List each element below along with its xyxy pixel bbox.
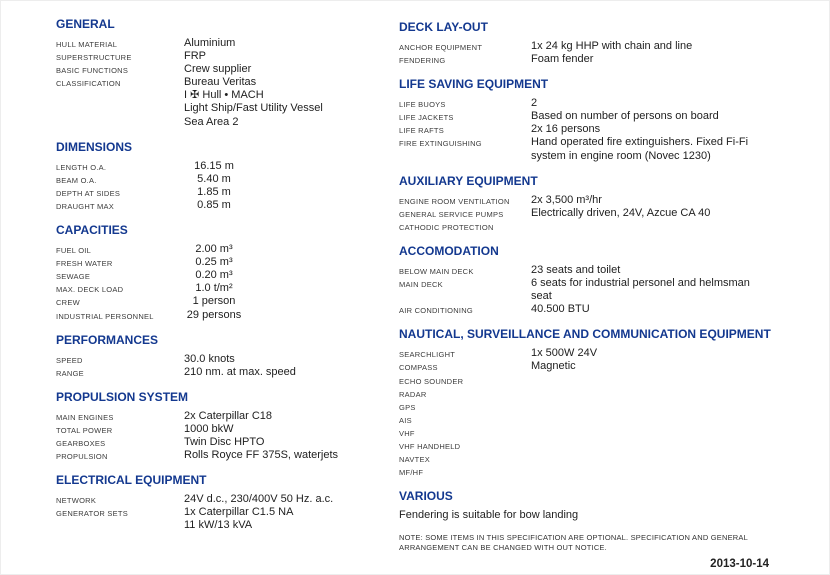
spec-row [399, 400, 796, 413]
spec-label: BELOW MAIN DECK [399, 266, 474, 276]
spec-value [184, 353, 389, 366]
spec-value-line: Aluminium [184, 37, 236, 49]
spec-section [56, 17, 389, 129]
spec-row [399, 439, 796, 452]
section-title: DIMENSIONS [56, 139, 133, 154]
spec-label: ECHO SOUNDER [399, 376, 464, 386]
spec-label: NETWORK [56, 496, 97, 506]
spec-row [399, 387, 796, 400]
spec-label: SEWAGE [56, 272, 91, 282]
spec-value-line: 6 seats for industrial personel and helmsman [531, 277, 750, 290]
spec-row [56, 256, 389, 269]
spec-row [56, 506, 389, 532]
spec-value [531, 426, 796, 439]
spec-section [399, 489, 796, 522]
spec-row [399, 97, 796, 110]
spec-value [184, 37, 389, 50]
spec-row [399, 53, 796, 66]
spec-label: NAVTEX [399, 455, 430, 465]
spec-label: COMPASS [399, 363, 438, 373]
spec-label: CREW [56, 298, 80, 308]
spec-row [56, 423, 389, 436]
spec-label: LENGTH O.A. [56, 162, 107, 172]
left-sections-mount [56, 17, 389, 532]
spec-label: BASIC FUNCTIONS [56, 66, 129, 76]
spec-row [56, 436, 389, 449]
spec-value-line: 0.20 m³ [195, 269, 233, 282]
spec-row [399, 374, 796, 387]
spec-label: FIRE EXTINGUISHING [399, 139, 482, 149]
spec-row [56, 366, 389, 379]
spec-row [56, 173, 389, 186]
spec-row [399, 123, 796, 136]
spec-row [399, 465, 796, 478]
spec-row [56, 63, 389, 76]
spec-value-line: 30.0 knots [184, 352, 235, 365]
spec-value-line: 29 persons [186, 308, 242, 321]
spec-label: FUEL OIL [56, 246, 92, 256]
spec-value [531, 303, 796, 316]
spec-value [531, 347, 796, 360]
spec-value [531, 264, 796, 277]
spec-value-line: Electrically driven, 24V, Azcue CA 40 [531, 206, 711, 219]
footer-date: 2013-10-14 [710, 557, 769, 570]
spec-value [531, 413, 796, 426]
spec-value-line: Light Ship/Fast Utility Vessel [184, 102, 323, 115]
spec-value [184, 269, 389, 282]
spec-value [531, 123, 796, 136]
spec-row [399, 426, 796, 439]
spec-value [184, 199, 389, 212]
spec-row [399, 194, 796, 207]
spec-value [531, 97, 796, 110]
spec-value [184, 423, 389, 436]
spec-value [184, 493, 389, 506]
spec-row [399, 277, 796, 303]
spec-value [531, 360, 796, 373]
spec-section [56, 473, 389, 532]
spec-value-line: Sea Area 2 [184, 115, 239, 128]
spec-label: CLASSIFICATION [56, 79, 121, 89]
section-title: GENERAL [56, 17, 115, 31]
spec-value-line: Foam fender [531, 53, 594, 66]
spec-row [399, 136, 796, 162]
spec-label: ENGINE ROOM VENTILATION [399, 196, 510, 206]
spec-value-line: Rolls Royce FF 375S, waterjets [184, 449, 339, 462]
spec-value-line: 23 seats and toilet [531, 263, 621, 276]
spec-row [56, 309, 389, 322]
spec-value-line: Hand operated fire extinguishers. Fixed Fi-Fi [531, 136, 749, 149]
spec-row [56, 186, 389, 199]
spec-label: CATHODIC PROTECTION [399, 222, 494, 232]
spec-value-line: 2x 16 persons [531, 123, 601, 136]
spec-value-line: 1x Caterpillar C1.5 NA [184, 506, 294, 519]
spec-label: RANGE [56, 368, 84, 378]
spec-value-line: 1000 bkW [184, 422, 234, 435]
spec-value-line: 1 person [192, 295, 236, 308]
spec-value [531, 40, 796, 53]
spec-section [56, 223, 389, 322]
spec-row [56, 76, 389, 128]
spec-label: LIFE JACKETS [399, 113, 454, 123]
spec-value [184, 63, 389, 76]
spec-value-line: 1x 500W 24V [531, 347, 598, 360]
spec-row [56, 37, 389, 50]
spec-value [531, 207, 796, 220]
spec-value [184, 160, 389, 173]
spec-value-line: Bureau Veritas [184, 76, 257, 89]
spec-label: AIS [399, 415, 412, 425]
right-column [399, 20, 796, 570]
footer-note: NOTE: SOME ITEMS IN THIS SPECIFICATION ARE OPTIONAL. SPECIFICATION AND GENERAL ARRANGEMENT CAN BE CHANGED WITH OUT NOTICE. [399, 533, 748, 552]
section-title: AUXILIARY EQUIPMENT [399, 173, 538, 188]
spec-value [531, 439, 796, 452]
spec-value-line: 40.500 BTU [531, 303, 590, 316]
section-title: ELECTRICAL EQUIPMENT [56, 473, 207, 488]
spec-label: VHF [399, 428, 415, 438]
spec-value-line: system in engine room (Novec 1230) [531, 149, 711, 162]
spec-section [399, 244, 796, 316]
spec-value [184, 506, 389, 532]
spec-label: DEPTH AT SIDES [56, 188, 121, 198]
spec-label: SPEED [56, 355, 83, 365]
spec-section [56, 140, 389, 212]
spec-value [531, 220, 796, 233]
spec-row [399, 303, 796, 316]
spec-value [184, 282, 389, 295]
spec-row [399, 452, 796, 465]
spec-value-line: 2x Caterpillar C18 [184, 409, 273, 422]
spec-row [56, 269, 389, 282]
spec-row [56, 199, 389, 212]
spec-value-line: 1x 24 kg HHP with chain and line [531, 40, 693, 52]
spec-label: MAIN ENGINES [56, 412, 114, 422]
spec-value [184, 173, 389, 186]
spec-value [531, 110, 796, 123]
spec-row [399, 347, 796, 360]
spec-row [399, 110, 796, 123]
spec-value-line: Crew supplier [184, 63, 252, 76]
section-title: NAUTICAL, SURVEILLANCE AND COMMUNICATION EQUIPMENT [399, 327, 771, 342]
spec-row [56, 295, 389, 308]
spec-value [184, 186, 389, 199]
spec-value-line: 210 nm. at max. speed [184, 365, 296, 378]
spec-section [56, 333, 389, 379]
spec-value [184, 295, 389, 308]
section-title: PROPULSION SYSTEM [56, 389, 189, 404]
spec-value-line: 2 [531, 97, 538, 110]
spec-value-line: seat [531, 290, 552, 303]
section-title: LIFE SAVING EQUIPMENT [399, 77, 549, 92]
spec-row [399, 360, 796, 373]
spec-value [184, 366, 389, 379]
spec-row [399, 264, 796, 277]
spec-value-line: 2.00 m³ [195, 243, 233, 256]
spec-text: Fendering is suitable for bow landing [399, 509, 579, 522]
left-column [56, 17, 389, 543]
spec-value [531, 277, 796, 303]
spec-section [399, 327, 796, 478]
spec-label: RADAR [399, 389, 427, 399]
spec-value [531, 400, 796, 413]
spec-value [184, 449, 389, 462]
spec-value-line: 2x 3,500 m³/hr [531, 193, 602, 206]
spec-value [531, 465, 796, 478]
spec-value [531, 374, 796, 387]
spec-section [56, 390, 389, 462]
spec-row [56, 449, 389, 462]
spec-row [56, 50, 389, 63]
spec-value-line: 5.40 m [197, 172, 231, 185]
spec-label: INDUSTRIAL PERSONNEL [56, 311, 154, 321]
spec-value [184, 243, 389, 256]
spec-value-line: 1.0 t/m² [195, 282, 233, 295]
spec-value [184, 410, 389, 423]
spec-label: GPS [399, 402, 416, 412]
spec-value-line: 0.85 m [197, 198, 231, 211]
spec-label: DRAUGHT MAX [56, 201, 115, 211]
spec-label: VHF HANDHELD [399, 441, 461, 451]
spec-label: FRESH WATER [56, 259, 113, 269]
spec-value-line: 1.85 m [197, 185, 231, 198]
spec-value [531, 53, 796, 66]
spec-value [184, 309, 389, 322]
spec-label: HULL MATERIAL [56, 40, 118, 49]
spec-label: LIFE BUOYS [399, 100, 446, 110]
spec-row [399, 207, 796, 220]
spec-value [531, 387, 796, 400]
spec-row [56, 410, 389, 423]
spec-section [399, 20, 796, 66]
spec-label: LIFE RAFTS [399, 126, 445, 136]
spec-label: MAIN DECK [399, 280, 443, 290]
section-title: DECK LAY-OUT [399, 20, 488, 34]
spec-value-line: 24V d.c., 230/400V 50 Hz. a.c. [184, 493, 334, 506]
spec-value-line: 11 kW/13 kVA [184, 519, 253, 532]
spec-label: TOTAL POWER [56, 425, 113, 435]
spec-row [56, 353, 389, 366]
spec-row [56, 282, 389, 295]
spec-label: SEARCHLIGHT [399, 350, 456, 360]
spec-row [399, 509, 796, 522]
spec-row [399, 40, 796, 53]
spec-label: PROPULSION [56, 452, 108, 462]
spec-value [184, 256, 389, 269]
spec-label: GENERATOR SETS [56, 509, 128, 519]
spec-value-line: I ✠ Hull • MACH [184, 89, 264, 102]
spec-label: MF/HF [399, 468, 424, 478]
spec-value-line: 16.15 m [194, 159, 234, 172]
spec-row [399, 413, 796, 426]
spec-value-line: FRP [184, 50, 206, 63]
spec-value [531, 452, 796, 465]
spec-row [56, 243, 389, 256]
spec-label: GENERAL SERVICE PUMPS [399, 209, 504, 219]
spec-value-line: 0.25 m³ [195, 256, 233, 269]
section-title: CAPACITIES [56, 223, 128, 238]
spec-value-line: Twin Disc HPTO [184, 435, 265, 448]
spec-value [531, 194, 796, 207]
spec-label: GEARBOXES [56, 438, 106, 448]
spec-row [399, 220, 796, 233]
section-title: PERFORMANCES [56, 332, 159, 347]
spec-value-line: Magnetic [531, 360, 576, 373]
spec-label: FENDERING [399, 56, 446, 66]
spec-row [56, 160, 389, 173]
spec-section [399, 174, 796, 233]
spec-label: SUPERSTRUCTURE [56, 53, 132, 63]
spec-row [56, 493, 389, 506]
spec-value [531, 136, 796, 162]
spec-label: AIR CONDITIONING [399, 306, 474, 316]
section-title: ACCOMODATION [399, 243, 499, 258]
spec-label: BEAM O.A. [56, 175, 97, 185]
spec-value [184, 50, 389, 63]
spec-value [184, 76, 389, 128]
section-title: VARIOUS [399, 489, 453, 504]
spec-value [184, 436, 389, 449]
spec-section [399, 77, 796, 162]
spec-label: ANCHOR EQUIPMENT [399, 43, 483, 52]
right-sections-mount [399, 20, 796, 522]
spec-label: MAX. DECK LOAD [56, 285, 124, 295]
spec-value-line: Based on number of persons on board [531, 110, 719, 123]
